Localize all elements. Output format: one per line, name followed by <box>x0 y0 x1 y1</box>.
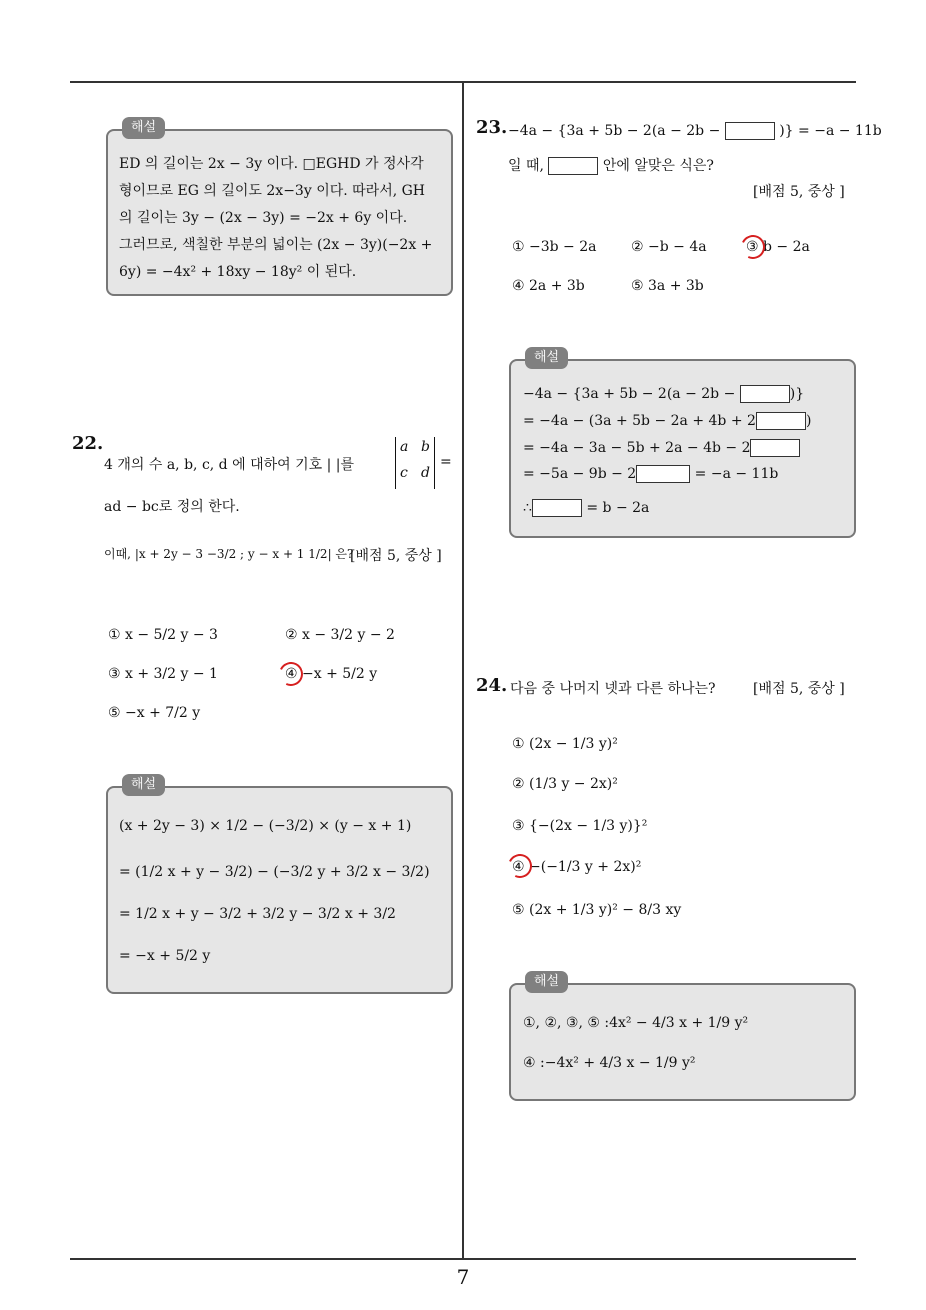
question-23-line1: −4a − {3a + 5b − 2(a − 2b − )} = −a − 11b <box>508 123 882 139</box>
solution-line: −4a − {3a + 5b − 2(a − 2b − )} <box>523 386 805 402</box>
solution-line: 의 길이는 3y − (2x − 3y) = −2x + 6y 이다. <box>119 210 408 226</box>
solution-line: 형이므로 EG 의 길이도 2x−3y 이다. 따라서, GH <box>119 183 426 199</box>
question-22-line2: ad − bc로 정의 한다. <box>104 499 240 515</box>
q24-option-1[interactable]: ① (2x − 1/3 y)² <box>512 736 618 752</box>
solution-tag: 해설 <box>122 774 165 796</box>
solution-line: (x + 2y − 3) × 1/2 − (−3/2) × (y − x + 1) <box>119 818 412 834</box>
solution-22-box <box>106 777 453 994</box>
solution-line: = (1/2 x + y − 3/2) − (−3/2 y + 3/2 x − 3/2) <box>119 864 430 880</box>
q22-option-5[interactable]: ⑤ −x + 7/2 y <box>108 705 201 721</box>
question-24-text: 다음 중 나머지 넷과 다른 하나는? <box>510 681 716 697</box>
q22-option-3[interactable]: ③ x + 3/2 y − 1 <box>108 666 218 682</box>
q23-option-2[interactable]: ② −b − 4a <box>631 239 707 255</box>
column-divider <box>462 83 464 1259</box>
q23-option-4[interactable]: ④ 2a + 3b <box>512 278 585 294</box>
solution-line: ED 의 길이는 2x − 3y 이다. □EGHD 가 정사각 <box>119 156 424 172</box>
solution-tag: 해설 <box>525 347 568 369</box>
bottom-rule <box>70 1258 856 1260</box>
question-24-number: 24. <box>476 675 508 696</box>
solution-line: ①, ②, ③, ⑤ :4x² − 4/3 x + 1/9 y² <box>523 1015 749 1031</box>
q22-option-2[interactable]: ② x − 3/2 y − 2 <box>285 627 395 643</box>
page-number: 7 <box>456 1265 470 1289</box>
solution-23-box <box>509 350 856 538</box>
q23-option-5[interactable]: ⑤ 3a + 3b <box>631 278 704 294</box>
solution-24-box <box>509 974 856 1101</box>
question-22-line3: 이때, |x + 2y − 3 −3/2 ; y − x + 1 1/2| 은? <box>104 547 354 561</box>
answer-circle-mark <box>276 659 307 690</box>
answer-circle-mark <box>738 232 769 263</box>
solution-line: = −x + 5/2 y <box>119 948 211 964</box>
question-24-score: [배점 5, 중상 ] <box>753 681 845 697</box>
solution-tag: 해설 <box>525 971 568 993</box>
q24-option-5[interactable]: ⑤ (2x + 1/3 y)² − 8/3 xy <box>512 902 682 918</box>
solution-line: = −5a − 9b − 2 = −a − 11b <box>523 466 779 482</box>
solution-line: 6y) = −4x² + 18xy − 18y² 이 된다. <box>119 264 357 280</box>
blank-box <box>725 122 775 140</box>
solution-line: = −4a − (3a + 5b − 2a + 4b + 2 ) <box>523 413 812 429</box>
q24-option-2[interactable]: ② (1/3 y − 2x)² <box>512 776 618 792</box>
solution-line: = −4a − 3a − 5b + 2a − 4b − 2 <box>523 439 800 457</box>
answer-circle-mark <box>505 851 536 882</box>
question-22-line1: 4 개의 수 a, b, c, d 에 대하여 기호 | |를 <box>104 457 354 473</box>
q22-option-1[interactable]: ① x − 5/2 y − 3 <box>108 627 218 643</box>
question-23-number: 23. <box>476 117 508 138</box>
determinant-symbol: a b c d <box>395 437 435 489</box>
solution-tag: 해설 <box>122 117 165 139</box>
question-23-score: [배점 5, 중상 ] <box>753 184 845 200</box>
q24-option-3[interactable]: ③ {−(2x − 1/3 y)}² <box>512 818 648 834</box>
q23-option-3[interactable]: ③ b − 2a <box>746 239 810 255</box>
solution-line: 그러므로, 색칠한 부분의 넓이는 (2x − 3y)(−2x + <box>119 237 433 253</box>
q22-option-4[interactable]: ④ −x + 5/2 y <box>285 666 378 682</box>
solution-line: = 1/2 x + y − 3/2 + 3/2 y − 3/2 x + 3/2 <box>119 906 396 922</box>
q23-option-1[interactable]: ① −3b − 2a <box>512 239 597 255</box>
solution-line: ∴ = b − 2a <box>523 500 650 516</box>
solution-21-box <box>106 120 453 296</box>
question-23-line2: 일 때, 안에 알맞은 식은? <box>508 158 714 174</box>
solution-line: ④ :−4x² + 4/3 x − 1/9 y² <box>523 1055 696 1071</box>
blank-box <box>548 157 598 175</box>
q24-option-4[interactable]: ④ −(−1/3 y + 2x)² <box>512 859 642 875</box>
question-22-score: [배점 5, 중상 ] <box>350 548 442 564</box>
question-22-number: 22. <box>72 433 104 454</box>
